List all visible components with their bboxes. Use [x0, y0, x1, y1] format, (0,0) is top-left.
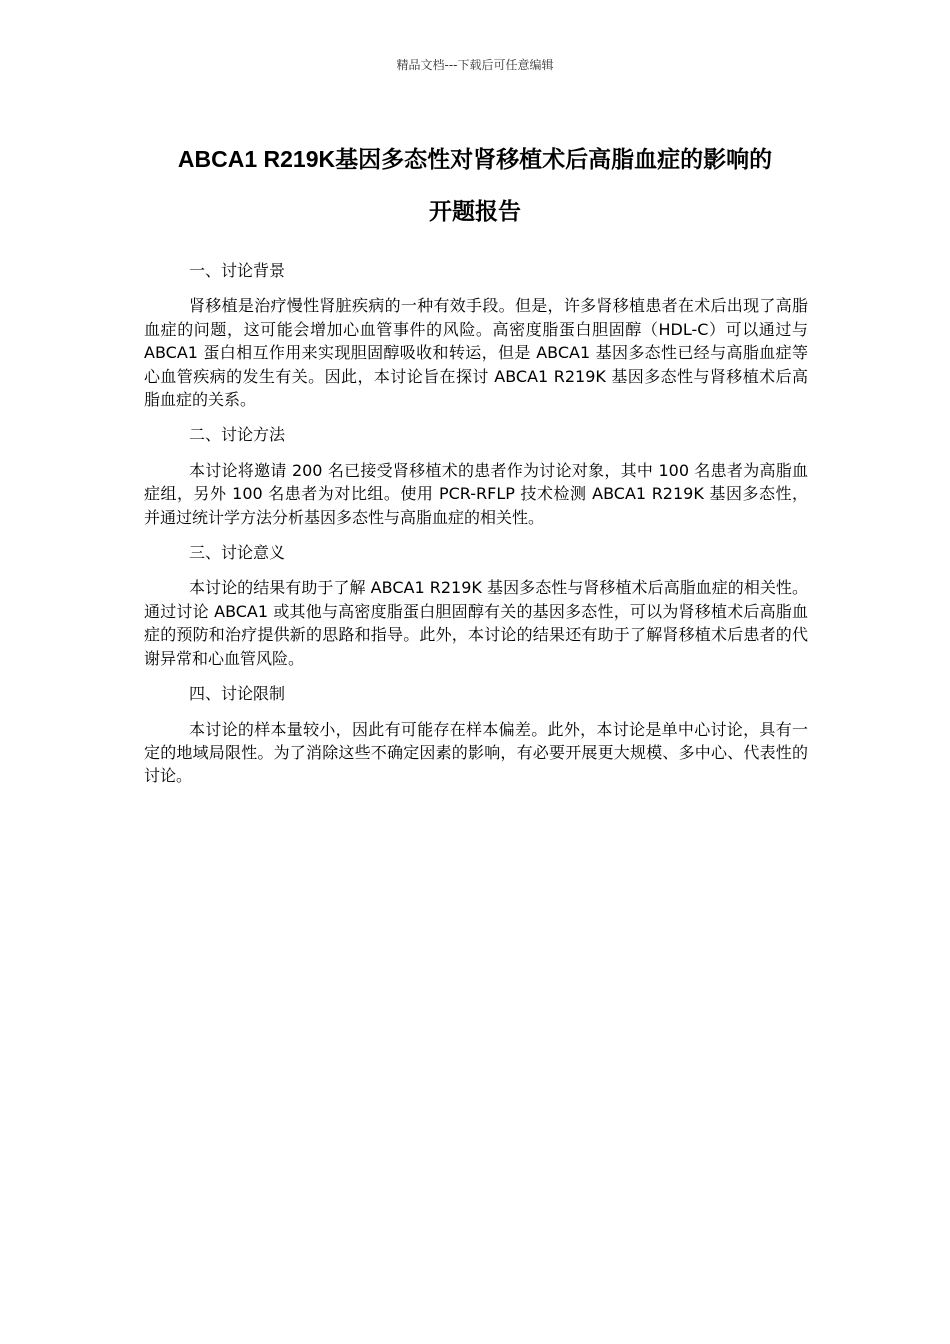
section-text-significance: 本讨论的结果有助于了解 ABCA1 R219K 基因多态性与肾移植术后高脂血症的相关性。通过讨论 ABCA1 或其他与高密度脂蛋白胆固醇有关的基因多态性，可以为肾移植术后高脂血症的预防和治疗提供新的思路和指导。此外，本讨论的结果还有助于了解肾移植术后患者的代谢异常和心血管风险。: [144, 578, 808, 668]
section-heading-limitations: 四、讨论限制: [189, 684, 286, 704]
document-title-line-2: 开题报告: [429, 198, 521, 224]
document-title: [130, 133, 820, 237]
document-title-line-1: ABCA1 R219K基因多态性对肾移植术后高脂血症的影响的: [177, 146, 773, 172]
section-text-methods: 本讨论将邀请 200 名已接受肾移植术的患者作为讨论对象，其中 100 名患者为高脂血症组，另外 100 名患者为对比组。使用 PCR-RFLP 技术检测 ABCA1 R219K 基因多态性，并通过统计学方法分析基因多态性与高脂血症的相关性。: [144, 460, 808, 527]
page-header-note: 精品文档---下载后可任意编辑: [396, 58, 554, 72]
section-heading-background: 一、讨论背景: [189, 261, 286, 280]
section-text-background: 肾移植是治疗慢性肾脏疾病的一种有效手段。但是，许多肾移植患者在术后出现了高脂血症的问题，这可能会增加心血管事件的风险。高密度脂蛋白胆固醇（HDL-C）可以通过与 ABCA1 蛋白相互作用来实现胆固醇吸收和转运，但是 ABCA1 基因多态性已经与高脂血症等心血管疾病的发生有关。因此，本讨论旨在探讨 ABCA1 R219K 基因多态性与肾移植术后高脂血症的关系。: [144, 296, 808, 410]
section-heading-methods: 二、讨论方法: [189, 425, 286, 445]
section-heading-significance: 三、讨论意义: [189, 543, 286, 563]
section-text-limitations: 本讨论的样本量较小，因此有可能存在样本偏差。此外，本讨论是单中心讨论，具有一定的地域局限性。为了消除这些不确定因素的影响，有必要开展更大规模、多中心、代表性的讨论。: [144, 719, 808, 786]
document-body: [144, 259, 808, 800]
